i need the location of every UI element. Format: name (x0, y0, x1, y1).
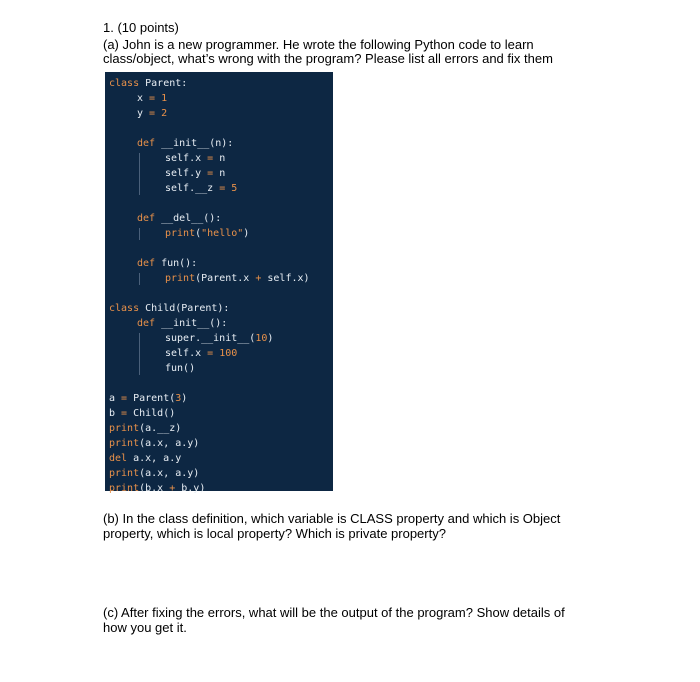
part-a-text-line-2: class/object, what’s wrong with the program? Please list all errors and fix them (103, 51, 553, 66)
code-token: + (169, 483, 176, 494)
code-line (137, 138, 233, 150)
code-line (137, 258, 197, 270)
indent-guide (139, 228, 140, 240)
indent-guide (139, 153, 140, 195)
code-token: n (213, 168, 226, 179)
code-token: fun(): (155, 258, 198, 269)
code-token: __del__(): (155, 213, 222, 224)
code-token: = (207, 168, 214, 179)
code-line (109, 303, 229, 315)
code-line (165, 228, 249, 240)
code-line (165, 168, 225, 180)
code-token: print (165, 273, 196, 284)
code-line (109, 408, 175, 420)
code-token: __init__(n): (155, 138, 234, 149)
code-line (165, 183, 237, 195)
code-line (109, 423, 181, 435)
code-line (165, 348, 237, 360)
code-token: class (109, 303, 140, 314)
code-token: 2 (161, 108, 168, 119)
code-token: def (137, 258, 156, 269)
code-token: = (121, 408, 128, 419)
part-c-text-line-2: how you get it. (103, 620, 187, 635)
part-b-text-line-1: (b) In the class definition, which variable is CLASS property and which is Object (103, 511, 561, 526)
code-token: Parent: (139, 78, 188, 89)
code-token: = (149, 108, 156, 119)
code-line (137, 93, 167, 105)
code-token: self.__z (165, 183, 220, 194)
code-token: ) (181, 393, 188, 404)
code-line (109, 483, 205, 495)
code-token: Child(Parent): (139, 303, 230, 314)
code-token: ) (267, 333, 274, 344)
code-token: Parent( (127, 393, 176, 404)
question-heading: 1. (10 points) (103, 20, 179, 35)
code-token: = (149, 93, 156, 104)
code-token: del (109, 453, 128, 464)
code-line (165, 333, 273, 345)
code-token: print (109, 483, 140, 494)
code-token: = (207, 153, 214, 164)
code-line (137, 108, 167, 120)
code-token: (a.x, a.y) (139, 468, 200, 479)
code-line (165, 273, 310, 285)
code-token: print (109, 438, 140, 449)
code-token: self.x (165, 153, 208, 164)
part-b-text-line-2: property, which is local property? Which is private property? (103, 526, 446, 541)
code-token: 3 (175, 393, 182, 404)
code-token: ) (243, 228, 250, 239)
code-line (109, 78, 187, 90)
code-token: def (137, 318, 156, 329)
code-token: ( (195, 228, 202, 239)
code-token: = (121, 393, 128, 404)
code-line (165, 363, 195, 375)
code-token: self.x) (261, 273, 310, 284)
code-token: self.x (165, 348, 208, 359)
code-token: 1 (161, 93, 168, 104)
code-line (165, 153, 225, 165)
code-token: b (109, 408, 122, 419)
code-token: def (137, 213, 156, 224)
code-token: self.y (165, 168, 208, 179)
code-line (109, 453, 181, 465)
code-token: b.y) (175, 483, 206, 494)
code-token: (Parent.x (195, 273, 256, 284)
code-token: (b.x (139, 483, 170, 494)
code-token: class (109, 78, 140, 89)
code-token: fun() (165, 363, 196, 374)
code-token: __init__(): (155, 318, 228, 329)
code-line (137, 213, 221, 225)
code-token: "hello" (201, 228, 244, 239)
code-token: = (219, 183, 226, 194)
code-token: y (137, 108, 150, 119)
code-token: super.__init__( (165, 333, 256, 344)
code-token: print (109, 468, 140, 479)
code-token: Child() (127, 408, 176, 419)
indent-guide (139, 333, 140, 375)
code-token: = (207, 348, 214, 359)
part-a-text-line-1: (a) John is a new programmer. He wrote the following Python code to learn (103, 37, 534, 52)
code-token: x (137, 93, 150, 104)
code-token: n (213, 153, 226, 164)
code-token: print (109, 423, 140, 434)
code-line (137, 318, 227, 330)
code-token: + (255, 273, 262, 284)
code-token: def (137, 138, 156, 149)
code-token: a (109, 393, 122, 404)
code-token: a.x, a.y (127, 453, 182, 464)
code-line (109, 438, 199, 450)
indent-guide (139, 273, 140, 285)
code-token: print (165, 228, 196, 239)
part-c-text-line-1: (c) After fixing the errors, what will be the output of the program? Show details of (103, 605, 565, 620)
code-token: 100 (219, 348, 238, 359)
code-line (109, 393, 187, 405)
code-screenshot (105, 72, 333, 494)
code-token: (a.x, a.y) (139, 438, 200, 449)
code-token: 10 (255, 333, 268, 344)
code-token: 5 (231, 183, 238, 194)
code-token: (a.__z) (139, 423, 182, 434)
code-line (109, 468, 199, 480)
